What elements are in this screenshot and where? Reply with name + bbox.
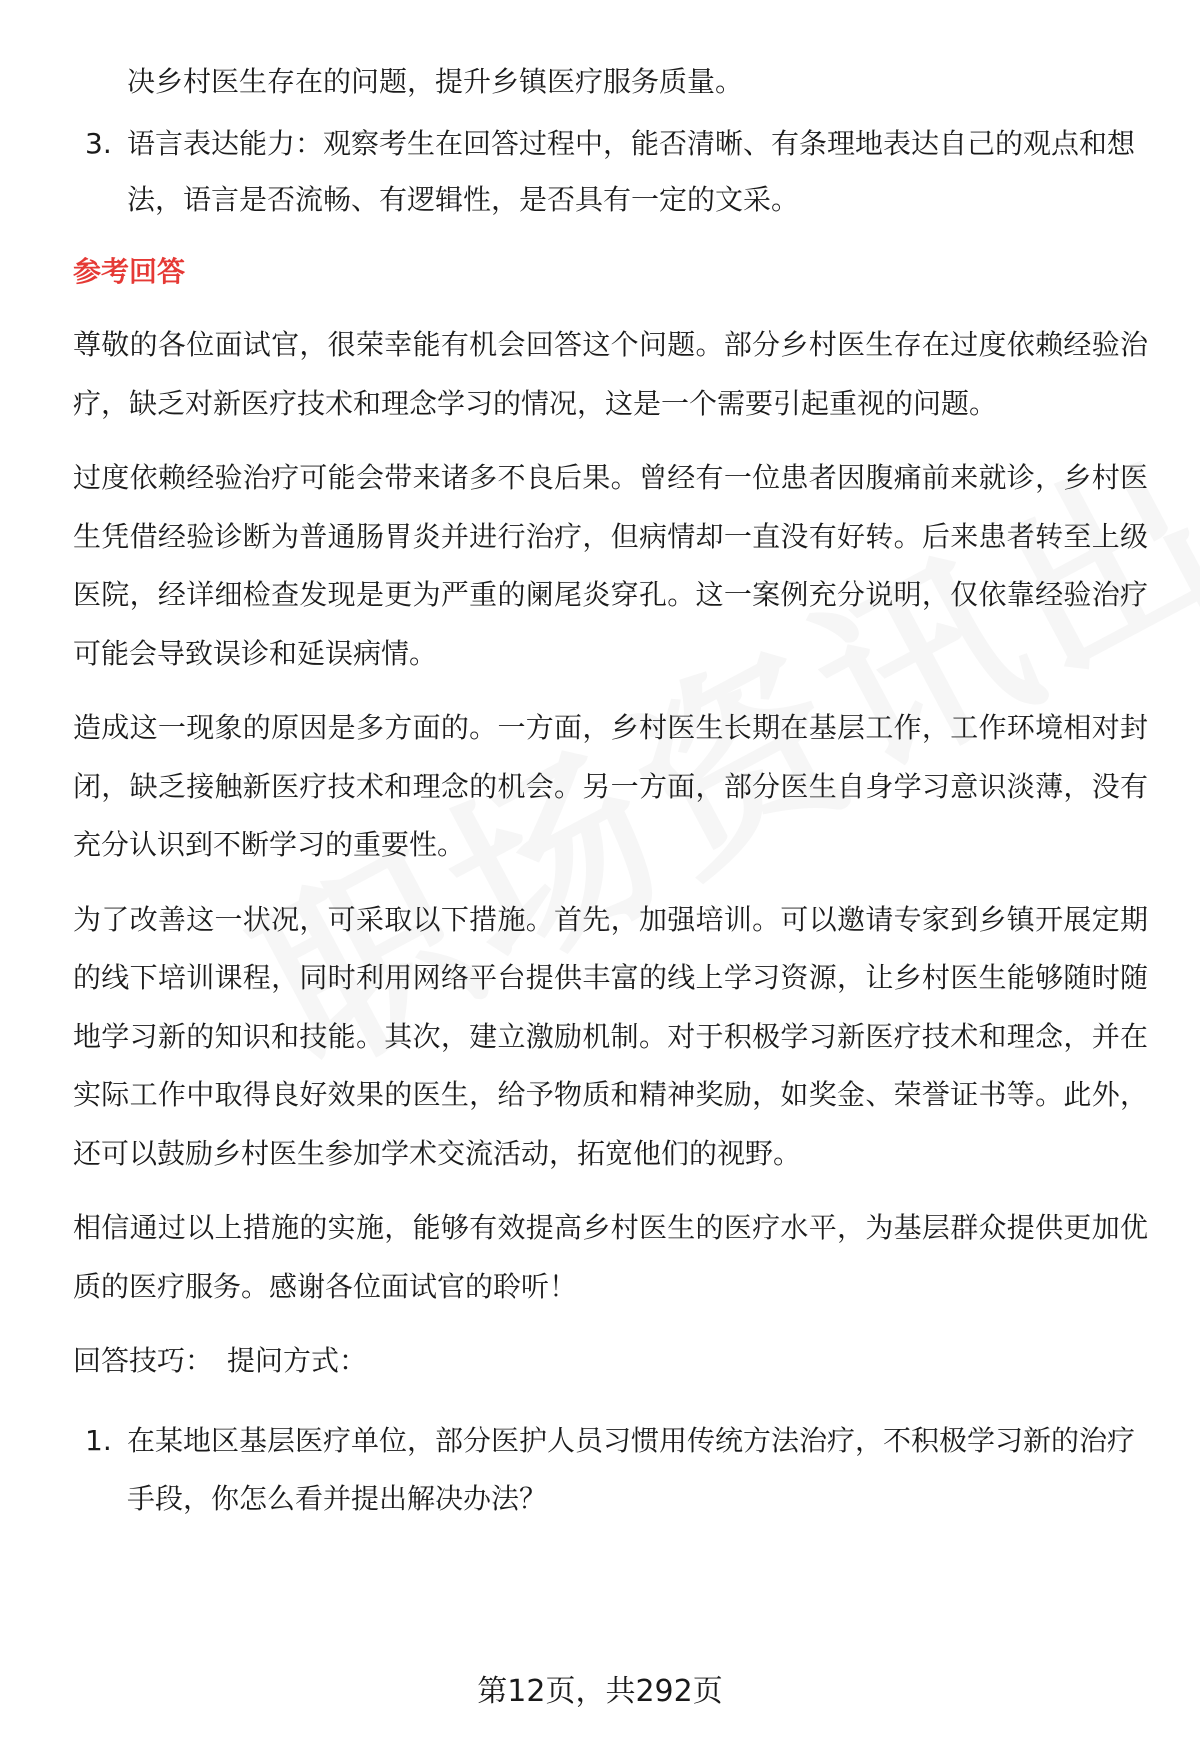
tips-line bbox=[73, 1332, 1148, 1390]
answer-paragraph-4: 为了改善这一状况，可采取以下措施。首先，加强培训。可以邀请专家到乡镇开展定期的线下培训课程，同时利用网络平台提供丰富的线上学习资源，让乡村医生能够随时随地学习新的知识和技能。其次，建立激励机制。对于积极学习新医疗技术和理念，并在实际工作中取得良好效果的医生，给予物质和精神奖励，如奖金、荣誉证书等。此外，还可以鼓励乡村医生参加学术交流活动，拓宽他们的视野。 bbox=[73, 902, 1148, 1170]
question-number: 1. bbox=[85, 1424, 112, 1457]
criteria-number: 3. bbox=[85, 127, 112, 160]
answer-paragraph-3: 造成这一现象的原因是多方面的。一方面，乡村医生长期在基层工作，工作环境相对封闭，缺乏接触新医疗技术和理念的机会。另一方面，部分医生自身学习意识淡薄，没有充分认识到不断学习的重要性。 bbox=[73, 711, 1148, 861]
tips-label: 回答技巧： bbox=[73, 1344, 214, 1377]
answer-paragraph-5: 相信通过以上措施的实施，能够有效提高乡村医生的医疗水平，为基层群众提供更加优质的医疗服务。感谢各位面试官的聆听！ bbox=[73, 1211, 1148, 1303]
reference-heading: 参考回答 bbox=[73, 255, 186, 288]
question-text: 在某地区基层医疗单位，部分医护人员习惯用传统方法治疗，不积极学习新的治疗手段，你怎么看并提出解决办法？ bbox=[127, 1424, 1136, 1515]
page-content bbox=[73, 54, 1148, 1528]
page-number-footer: 第12页，共292页 bbox=[477, 1674, 723, 1709]
answer-paragraph-2: 过度依赖经验治疗可能会带来诸多不良后果。曾经有一位患者因腹痛前来就诊，乡村医生凭借经验诊断为普通肠胃炎并进行治疗，但病情却一直没有好转。后来患者转至上级医院，经详细检查发现是更为严重的阑尾炎穿孔。这一案例充分说明，仅依靠经验治疗可能会导致误诊和延误病情。 bbox=[73, 461, 1148, 670]
continuation-line: 决乡村医生存在的问题，提升乡镇医疗服务质量。 bbox=[127, 65, 744, 98]
answer-paragraph-1: 尊敬的各位面试官，很荣幸能有机会回答这个问题。部分乡村医生存在过度依赖经验治疗，缺乏对新医疗技术和理念学习的情况，这是一个需要引起重视的问题。 bbox=[73, 328, 1148, 420]
criteria-item bbox=[73, 116, 1148, 228]
tips-value: 提问方式： bbox=[227, 1344, 368, 1377]
criteria-text: 语言表达能力：观察考生在回答过程中，能否清晰、有条理地表达自己的观点和想法，语言是否流畅、有逻辑性，是否具有一定的文采。 bbox=[127, 127, 1136, 216]
question-item bbox=[73, 1412, 1148, 1528]
